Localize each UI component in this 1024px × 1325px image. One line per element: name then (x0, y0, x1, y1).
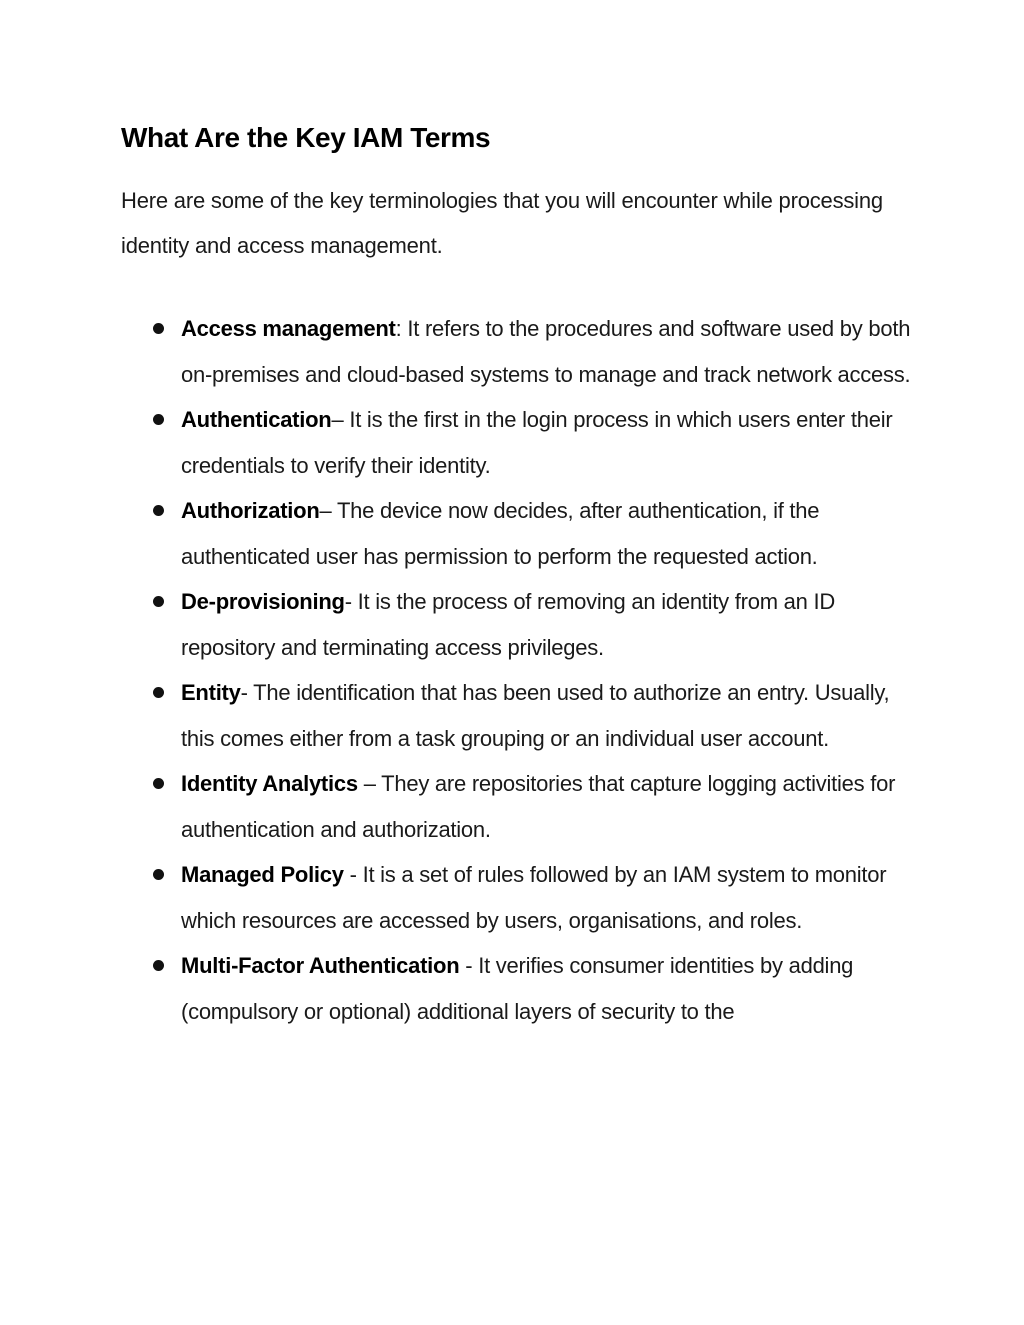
list-item (0, 579, 911, 670)
term-name: Access management (181, 316, 396, 341)
page-title: What Are the Key IAM Terms (121, 122, 491, 153)
list-item (0, 943, 911, 1034)
bullet-icon (153, 414, 164, 425)
term-name: Entity (181, 680, 241, 705)
bullet-icon (153, 687, 164, 698)
list-item (0, 852, 911, 943)
list-item (0, 306, 911, 397)
term-description: - It is a set of rules followed by an IAM system to monitor which resources are accessed by users, organisations, and roles. (181, 862, 887, 933)
intro-paragraph: Here are some of the key terminologies that you will encounter while processing identity and access management. (121, 188, 883, 258)
term-name: De-provisioning (181, 589, 345, 614)
term-name: Identity Analytics (181, 771, 358, 796)
bullet-icon (153, 323, 164, 334)
term-name: Managed Policy (181, 862, 344, 887)
term-name: Authorization (181, 498, 320, 523)
term-description: – It is the first in the login process in which users enter their credentials to verify their identity. (181, 407, 893, 478)
term-description: – They are repositories that capture logging activities for authentication and authorization. (181, 771, 896, 842)
terms-list (0, 306, 1024, 1034)
term-description: - It is the process of removing an identity from an ID repository and terminating access privileges. (181, 589, 835, 660)
list-item (0, 761, 911, 852)
term-description: : It refers to the procedures and software used by both on-premises and cloud-based systems to manage and track network access. (181, 316, 911, 387)
bullet-icon (153, 869, 164, 880)
term-name: Multi-Factor Authentication (181, 953, 460, 978)
bullet-icon (153, 778, 164, 789)
term-description: - The identification that has been used to authorize an entry. Usually, this comes either from a task grouping or an individual user account. (181, 680, 890, 751)
bullet-icon (153, 505, 164, 516)
list-item (0, 488, 911, 579)
list-item (0, 670, 911, 761)
list-item (0, 397, 911, 488)
term-description: – The device now decides, after authentication, if the authenticated user has permission to perform the requested action. (181, 498, 820, 569)
term-description: - It verifies consumer identities by adding (compulsory or optional) additional layers of security to the (181, 953, 854, 1024)
term-name: Authentication (181, 407, 332, 432)
bullet-icon (153, 960, 164, 971)
bullet-icon (153, 596, 164, 607)
